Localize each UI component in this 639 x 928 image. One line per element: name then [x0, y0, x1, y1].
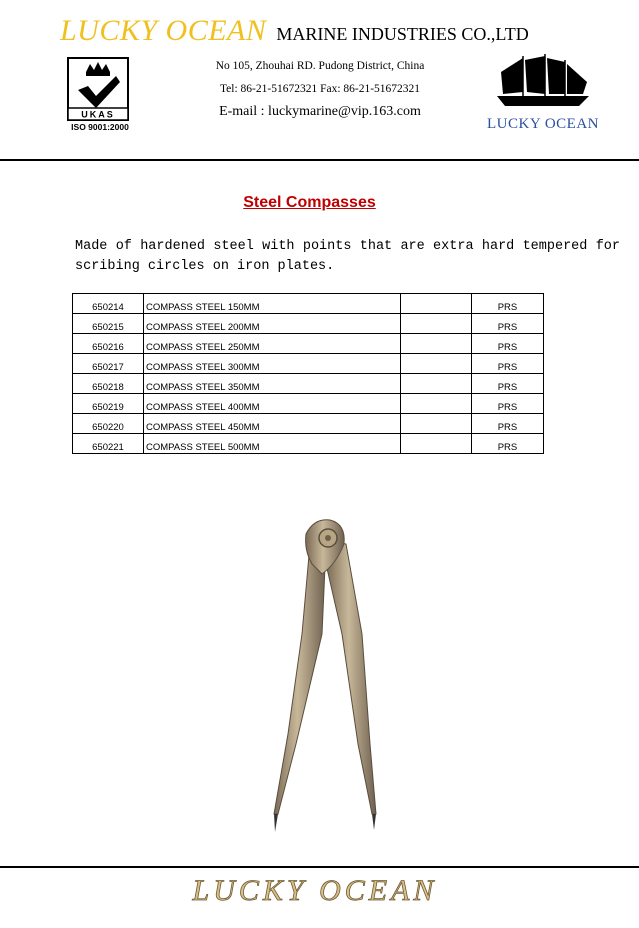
item-name: COMPASS STEEL 250MM	[144, 334, 401, 354]
svg-text:LUCKY OCEAN: LUCKY OCEAN	[192, 874, 438, 907]
header-divider	[0, 159, 639, 161]
iso-certificate-caption: ISO 9001:2000	[71, 122, 129, 132]
item-code: 650215	[73, 314, 144, 334]
svg-text:LUCKY OCEAN: LUCKY OCEAN	[486, 116, 600, 132]
table-row	[73, 314, 544, 334]
item-unit: PRS	[472, 414, 544, 434]
ukas-certification-logo	[64, 56, 132, 134]
item-name: COMPASS STEEL 400MM	[144, 394, 401, 414]
table-row	[73, 414, 544, 434]
steel-compass-photo	[266, 514, 386, 840]
table-row	[73, 374, 544, 394]
item-code: 650221	[73, 434, 144, 454]
document-title: Steel Compasses	[243, 194, 376, 211]
footer-divider	[0, 866, 639, 868]
company-email: E-mail : luckymarine@vip.163.com	[219, 104, 421, 119]
item-unit: PRS	[472, 434, 544, 454]
compass-icon	[266, 514, 386, 840]
table-row	[73, 354, 544, 374]
footer-brand-logo	[180, 872, 450, 908]
item-unit: PRS	[472, 314, 544, 334]
product-description: Made of hardened steel with points that are extra hard tempered for scribing circles on iron plates.	[75, 239, 620, 274]
item-name: COMPASS STEEL 500MM	[144, 434, 401, 454]
item-spare-cell	[401, 374, 472, 394]
item-spare-cell	[401, 314, 472, 334]
letterhead-title	[60, 14, 529, 48]
svg-text:UKAS: UKAS	[81, 109, 115, 120]
table-row	[73, 334, 544, 354]
item-name: COMPASS STEEL 200MM	[144, 314, 401, 334]
item-unit: PRS	[472, 394, 544, 414]
item-code: 650219	[73, 394, 144, 414]
product-table	[72, 293, 544, 454]
item-spare-cell	[401, 354, 472, 374]
item-spare-cell	[401, 394, 472, 414]
ship-logo	[486, 52, 600, 134]
item-spare-cell	[401, 294, 472, 314]
item-unit: PRS	[472, 334, 544, 354]
company-name: MARINE INDUSTRIES CO.,LTD	[276, 24, 529, 44]
table-row	[73, 394, 544, 414]
item-unit: PRS	[472, 374, 544, 394]
item-code: 650214	[73, 294, 144, 314]
item-spare-cell	[401, 434, 472, 454]
sailing-ship-icon	[486, 52, 600, 134]
company-phone-fax: Tel: 86-21-51672321 Fax: 86-21-51672321	[219, 83, 421, 95]
item-code: 650218	[73, 374, 144, 394]
item-name: COMPASS STEEL 150MM	[144, 294, 401, 314]
item-unit: PRS	[472, 294, 544, 314]
lucky-ocean-wordmark-icon	[180, 872, 450, 908]
item-code: 650216	[73, 334, 144, 354]
ukas-crown-check-icon	[64, 56, 132, 122]
item-name: COMPASS STEEL 450MM	[144, 414, 401, 434]
item-unit: PRS	[472, 354, 544, 374]
item-spare-cell	[401, 414, 472, 434]
item-name: COMPASS STEEL 300MM	[144, 354, 401, 374]
item-code: 650220	[73, 414, 144, 434]
brand-name: LUCKY OCEAN	[60, 14, 267, 47]
item-spare-cell	[401, 334, 472, 354]
table-row	[73, 434, 544, 454]
company-address: No 105, Zhouhai RD. Pudong District, China	[215, 60, 425, 72]
item-name: COMPASS STEEL 350MM	[144, 374, 401, 394]
table-row	[73, 294, 544, 314]
item-code: 650217	[73, 354, 144, 374]
